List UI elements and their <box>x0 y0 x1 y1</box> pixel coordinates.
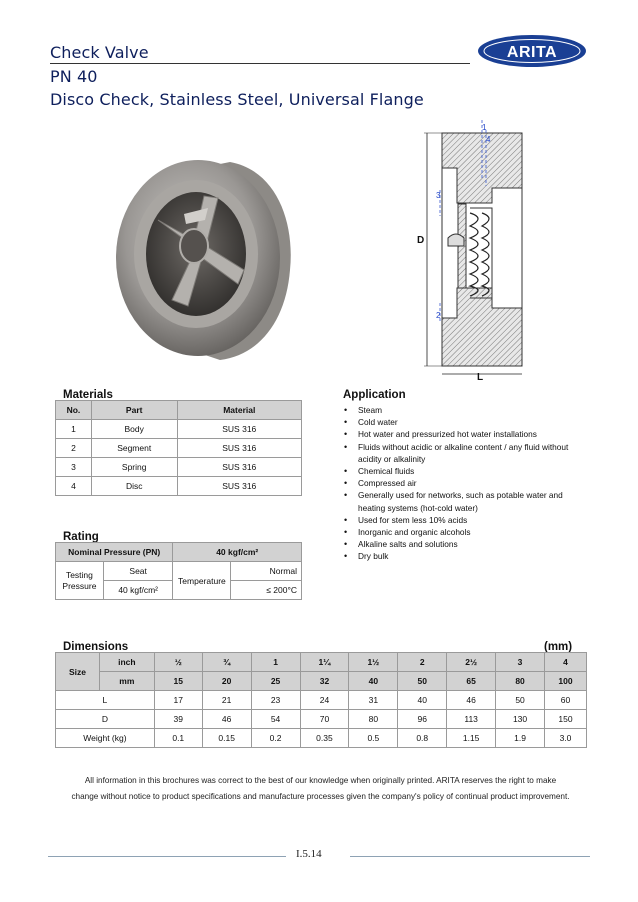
list-item: • Inorganic and organic alcohols <box>342 526 587 538</box>
mm-value: 20 <box>202 672 251 691</box>
mm-row <box>56 672 587 691</box>
application-heading: Application <box>343 389 406 401</box>
table-cell: 1.15 <box>447 729 496 748</box>
table-cell: 3 <box>56 458 92 477</box>
seat-label: Seat <box>103 562 173 581</box>
valve-cross-section-drawing <box>412 118 557 380</box>
table-cell: 130 <box>496 710 545 729</box>
row-label: L <box>56 691 155 710</box>
inch-value: 1¼ <box>300 653 349 672</box>
table-cell: SUS 316 <box>177 458 301 477</box>
mm-value: 32 <box>300 672 349 691</box>
table-cell: 96 <box>398 710 447 729</box>
drawing-label-2: 2 <box>436 311 441 320</box>
list-item: • Chemical fluids <box>342 465 587 477</box>
list-item: • Compressed air <box>342 477 587 489</box>
nominal-pressure-label: Nominal Pressure (PN) <box>56 543 173 562</box>
mm-value: 50 <box>398 672 447 691</box>
list-item: • Dry bulk <box>342 550 587 562</box>
inch-value: 2½ <box>447 653 496 672</box>
row-label: D <box>56 710 155 729</box>
table-cell: 50 <box>496 691 545 710</box>
table-cell: 23 <box>251 691 300 710</box>
table-cell: Spring <box>91 458 177 477</box>
table-cell: 39 <box>154 710 202 729</box>
table-cell: 24 <box>300 691 349 710</box>
inch-value: ½ <box>154 653 202 672</box>
table-cell: 150 <box>545 710 587 729</box>
inch-value: 4 <box>545 653 587 672</box>
table-row <box>56 710 587 729</box>
table-cell: 40 <box>398 691 447 710</box>
footer-divider-left <box>48 856 286 857</box>
list-item: • Generally used for networks, such as potable water and heating systems (hot-cold water) <box>342 489 587 513</box>
mm-value: 80 <box>496 672 545 691</box>
title-divider <box>50 63 470 64</box>
row-label: Weight (kg) <box>56 729 155 748</box>
drawing-label-1: 1 <box>482 123 487 132</box>
table-cell: 1 <box>56 420 92 439</box>
inch-value: 2 <box>398 653 447 672</box>
table-cell: 80 <box>349 710 398 729</box>
mm-value: 15 <box>154 672 202 691</box>
table-cell: 1.9 <box>496 729 545 748</box>
inch-label: inch <box>99 653 154 672</box>
list-item: • Alkaline salts and solutions <box>342 538 587 550</box>
table-cell: 3.0 <box>545 729 587 748</box>
mm-value: 100 <box>545 672 587 691</box>
drawing-label-l: L <box>477 372 484 380</box>
column-header: Material <box>177 401 301 420</box>
product-subtitle: Disco Check, Stainless Steel, Universal Flange <box>50 90 424 109</box>
mm-value: 65 <box>447 672 496 691</box>
table-cell: 4 <box>56 477 92 496</box>
table-cell: 2 <box>56 439 92 458</box>
logo-text: ARITA <box>506 44 558 61</box>
disclaimer <box>48 773 593 805</box>
drawing-label-4: 4 <box>486 135 491 144</box>
table-cell: Disc <box>91 477 177 496</box>
pressure-rating-title: PN 40 <box>50 67 98 86</box>
table-row <box>56 439 302 458</box>
nominal-pressure-value: 40 kgf/cm² <box>173 543 302 562</box>
column-header: No. <box>56 401 92 420</box>
table-row <box>56 729 587 748</box>
table-cell: 54 <box>251 710 300 729</box>
footer-divider-right <box>350 856 590 857</box>
table-row <box>56 458 302 477</box>
table-cell: 31 <box>349 691 398 710</box>
dimensions-heading: Dimensions <box>63 641 129 653</box>
normal-value: ≤ 200°C <box>231 581 302 600</box>
document-title: Check Valve <box>50 43 149 62</box>
rating-table <box>55 542 302 600</box>
table-row <box>56 420 302 439</box>
disclaimer-line: change without notice to product specifications and manufacture processes given the company's policy of continual product improvement. <box>71 792 570 801</box>
list-item: • Fluids without acidic or alkaline content / any fluid without acidity or alkalinity <box>342 441 587 465</box>
table-cell: 0.2 <box>251 729 300 748</box>
table-cell: 113 <box>447 710 496 729</box>
table-cell: 46 <box>447 691 496 710</box>
table-cell: 60 <box>545 691 587 710</box>
table-cell: SUS 316 <box>177 477 301 496</box>
temperature-label: Temperature <box>173 562 231 600</box>
column-header: Part <box>91 401 177 420</box>
inch-value: 1½ <box>349 653 398 672</box>
seat-value: 40 kgf/cm² <box>103 581 173 600</box>
dimensions-table <box>55 652 587 748</box>
inch-row <box>56 653 587 672</box>
table-cell: 70 <box>300 710 349 729</box>
table-cell: 21 <box>202 691 251 710</box>
materials-header-row <box>56 401 302 420</box>
testing-pressure-label: Testing Pressure <box>56 562 104 600</box>
table-cell: SUS 316 <box>177 420 301 439</box>
list-item: • Hot water and pressurized hot water installations <box>342 428 587 440</box>
mm-value: 25 <box>251 672 300 691</box>
drawing-label-3: 3 <box>436 191 441 200</box>
valve-photo <box>110 150 300 365</box>
disclaimer-line: All information in this brochures was correct to the best of our knowledge when originally printed. ARITA reserves the right to make <box>84 776 557 785</box>
materials-heading: Materials <box>63 389 113 401</box>
inch-value: 3 <box>496 653 545 672</box>
list-item: • Steam <box>342 404 587 416</box>
arita-logo <box>476 32 588 70</box>
mm-label: mm <box>99 672 154 691</box>
size-label: Size <box>56 653 100 691</box>
table-cell: 0.35 <box>300 729 349 748</box>
dimensions-unit: (mm) <box>544 641 573 653</box>
drawing-label-d: D <box>417 235 425 246</box>
table-cell: 0.1 <box>154 729 202 748</box>
inch-value: ¾ <box>202 653 251 672</box>
inch-value: 1 <box>251 653 300 672</box>
table-cell: SUS 316 <box>177 439 301 458</box>
rating-heading: Rating <box>63 531 99 543</box>
list-item: • Used for stem less 10% acids <box>342 514 587 526</box>
table-cell: Body <box>91 420 177 439</box>
table-cell: 17 <box>154 691 202 710</box>
table-cell: Segment <box>91 439 177 458</box>
list-item: • Cold water <box>342 416 587 428</box>
table-row <box>56 477 302 496</box>
application-list <box>342 404 587 563</box>
table-cell: 0.5 <box>349 729 398 748</box>
table-cell: 46 <box>202 710 251 729</box>
materials-table <box>55 400 302 496</box>
normal-label: Normal <box>231 562 302 581</box>
table-row <box>56 691 587 710</box>
table-cell: 0.15 <box>202 729 251 748</box>
table-cell: 0.8 <box>398 729 447 748</box>
mm-value: 40 <box>349 672 398 691</box>
page-number: I.5.14 <box>296 848 322 860</box>
